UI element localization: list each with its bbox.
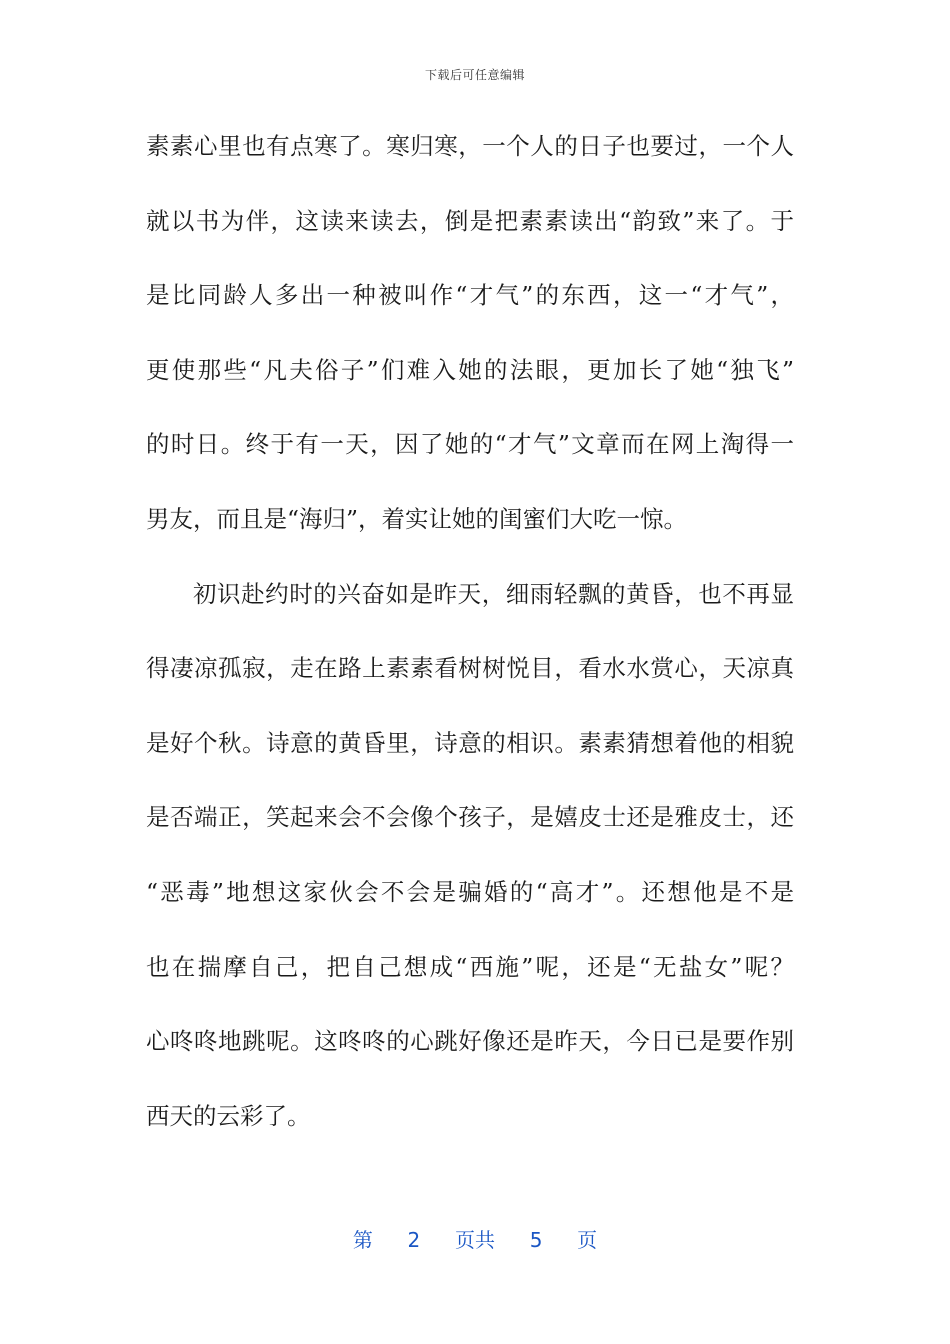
text-line: 素素心里也有点寒了。寒归寒，一个人的日子也要过，一个人 bbox=[146, 132, 794, 160]
text-line: 得凄凉孤寂，走在路上素素看树树悦目，看水水赏心，天凉真 bbox=[146, 654, 794, 683]
text-line: 是比同龄人多出一种被叫作“才气”的东西，这一“才气”， bbox=[146, 281, 794, 310]
footer-total-pages: 5 bbox=[529, 1228, 543, 1252]
header-note: 下载后可任意编辑 bbox=[424, 68, 525, 82]
text-line: 西天的云彩了。 bbox=[146, 1101, 311, 1130]
text-line: 的时日。终于有一天，因了她的“才气”文章而在网上淘得一 bbox=[146, 430, 794, 459]
text-line: 更使那些“凡夫俗子”们难入她的法眼，更加长了她“独飞” bbox=[146, 355, 794, 384]
text-line: 初识赴约时的兴奋如是昨天，细雨轻飘的黄昏，也不再显 bbox=[193, 579, 794, 608]
footer-suffix: 页 bbox=[577, 1228, 598, 1252]
footer-prefix: 第 bbox=[352, 1228, 373, 1252]
footer-page-number: 2 bbox=[407, 1228, 421, 1252]
document-body bbox=[146, 128, 794, 1172]
text-line: 就以书为伴，这读来读去，倒是把素素读出“韵致”来了。于 bbox=[146, 206, 794, 235]
text-line: 心咚咚地跳呢。这咚咚的心跳好像还是昨天，今日已是要作别 bbox=[146, 1027, 794, 1056]
footer-middle: 页共 bbox=[455, 1228, 495, 1252]
text-line: “恶毒”地想这家伙会不会是骗婚的“高才”。还想他是不是 bbox=[146, 877, 794, 906]
text-line: 是否端正，笑起来会不会像个孩子，是嬉皮士还是雅皮士，还 bbox=[146, 803, 794, 832]
text-line: 也在揣摩自己，把自己想成“西施”呢，还是“无盐女”呢？ bbox=[146, 952, 794, 981]
text-line: 是好个秋。诗意的黄昏里，诗意的相识。素素猜想着他的相貌 bbox=[146, 728, 794, 757]
page-footer bbox=[0, 1224, 950, 1253]
text-line: 男友，而且是“海归”，着实让她的闺蜜们大吃一惊。 bbox=[146, 504, 688, 533]
